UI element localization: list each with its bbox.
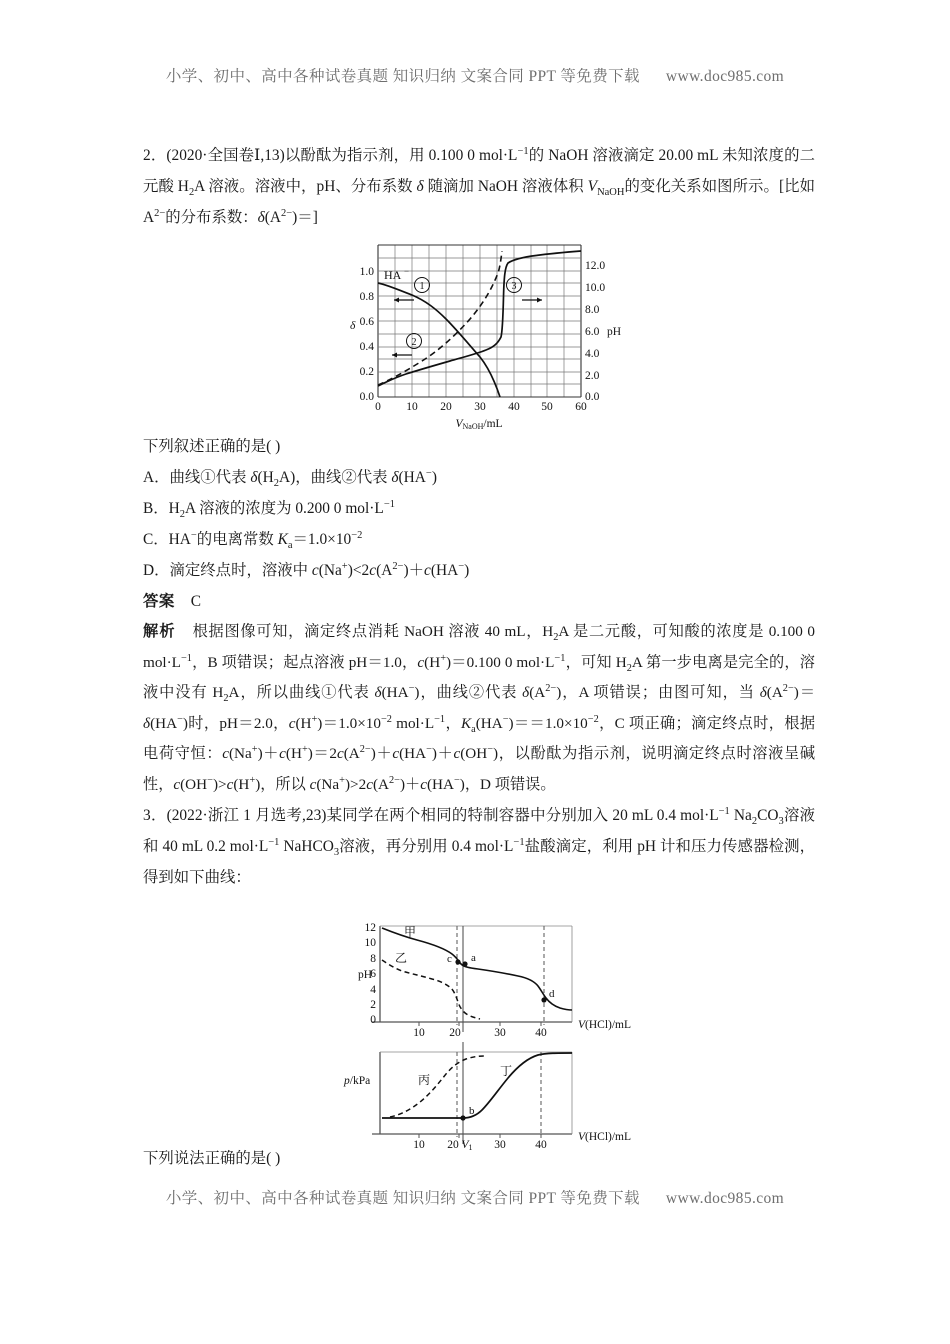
- figure1-ytick-right-1: 2.0: [585, 370, 600, 382]
- question2-option-a[interactable]: A．曲线①代表 $\delta(H_2A)$，曲线②代表 δ(HA−): [143, 467, 437, 490]
- answer-value: C: [190, 593, 202, 610]
- figure1-marker-1: 1: [419, 281, 425, 292]
- figure2-point-a: a: [471, 952, 476, 964]
- figure1-marker-2: 2: [411, 337, 417, 348]
- figure2-ytick-4: 4: [370, 984, 376, 996]
- figure2-ph-panel: [358, 922, 631, 1039]
- question2-source: (2020·全国卷Ⅰ,13): [166, 147, 285, 164]
- figure1-marker-3: 3: [511, 281, 517, 292]
- figure2-xlabel-ph: V(HCl)/mL: [578, 1019, 632, 1031]
- figure2-xtick2-v1: V1: [461, 1139, 473, 1152]
- figure1-ytick-left-0: 0.0: [359, 391, 374, 403]
- watermark-url: www.doc985.com: [665, 68, 785, 85]
- figure1-xtick-0: 0: [375, 401, 381, 413]
- figure2-ytick-6: 6: [370, 968, 376, 980]
- figure1-arrow-left-1: [394, 298, 414, 303]
- figure1-ytick-left-4: 0.8: [359, 291, 374, 303]
- figure2-label-ding: 丁: [500, 1064, 513, 1078]
- figure2-point-d: d: [549, 988, 555, 1000]
- figure1-ytick-right-3: 6.0: [585, 326, 600, 338]
- figure1-xlabel: VNaOH/mL: [455, 418, 503, 431]
- figure2-xtick2-30: 30: [494, 1139, 506, 1151]
- watermark-text: 小学、初中、高中各种试卷真题 知识归纳 文案合同 PPT 等免费下载: [165, 68, 640, 85]
- figure2-point-b: b: [469, 1105, 475, 1117]
- figure1-label-ha: HA: [384, 268, 402, 282]
- question2-stem: 2．(2020·全国卷Ⅰ,13)以酚酞为指示剂，用 0.100 0 $mol\cdot L^{-1}$的 NaOH 溶液滴定 20.00 mL 未知浓度的二元酸 $H_2A$ 溶液。溶液中，pH、分布系数 δ 随滴加 NaOH 溶液体积 $V_{NaOH}$的变化关系如图所示。[比如 $A^{2-}$的分布系数：$\delta(A^{2-})=$]: [143, 145, 815, 226]
- question2-option-c[interactable]: C．HA−的电离常数 $K_a=1.0\times 10^{-2}$: [143, 529, 363, 552]
- figure2-xtick-20: 20: [449, 1027, 461, 1039]
- figure2-label-jia: 甲: [404, 925, 417, 939]
- figure1-xtick-10: 10: [406, 401, 418, 413]
- question2-number: 2: [143, 147, 151, 164]
- figure2-point-c: c: [447, 953, 452, 965]
- figure-carbonate-titration: [322, 912, 642, 1162]
- watermark-bottom: [0, 1186, 950, 1208]
- figure2-pressure-panel: [343, 1042, 631, 1152]
- figure1-ytick-right-4: 8.0: [585, 304, 600, 316]
- figure1-xtick-30: 30: [474, 401, 486, 413]
- figure2-xtick2-20: 20: [447, 1139, 459, 1151]
- figure2-label-yi: 乙: [395, 951, 408, 965]
- figure1-ytick-right-2: 4.0: [585, 348, 600, 360]
- figure2-curve-ding: [382, 1053, 572, 1118]
- figure2-xtick-40: 40: [535, 1027, 547, 1039]
- figure1-ytick-right-5: 10.0: [585, 282, 606, 294]
- question2-option-d[interactable]: D．滴定终点时，溶液中 $c(Na^+)<2c(A^{2-})+c(HA^-)$: [143, 560, 470, 579]
- question3-source: (2022·浙江 1 月选考,23): [166, 807, 327, 824]
- question2-option-b[interactable]: B．$H_2A$ 溶液的浓度为 0.200 0 $mol\cdot L^{-1}$: [143, 498, 395, 521]
- figure1-ytick-left-2: 0.4: [359, 341, 374, 353]
- figure1-label-ha-charge: −: [404, 266, 410, 276]
- figure2-ytick-0: 0: [370, 1014, 376, 1026]
- figure1-ytick-right-6: 12.0: [585, 260, 606, 272]
- figure2-xtick-10: 10: [413, 1027, 425, 1039]
- figure1-ytick-right-0: 0.0: [585, 391, 600, 403]
- figure2-xtick-30: 30: [494, 1027, 506, 1039]
- analysis-label: 解析: [143, 623, 176, 640]
- figure2-xlabel-pressure: V(HCl)/mL: [578, 1131, 632, 1143]
- figure1-xtick-60: 60: [575, 401, 587, 413]
- figure2-point-c-dot: [455, 959, 460, 964]
- question2-answer: [143, 586, 815, 617]
- figure2-ylabel-ph: pH: [358, 969, 373, 981]
- question2-analysis: 解析 根据图像可知，滴定终点消耗 NaOH 溶液 40 mL，$H_2A$ 是二元酸，可知酸的浓度是 0.100 0 $mol\cdot L^{-1}$，B 项错误；起点溶液 pH＝1.0，c(H+)＝0.100 0 $mol\cdot L^{-1}$，可知 $H_2A$ 第一步电离是完全的，溶液中没有 $H_2A$，所以曲线①代表 δ(HA−)，曲线②代表 $\delta(A^{2-})$，A 项错误；由图可知，当 $\delta(A^{2-})=\delta(HA^-)$时，pH＝2.0，$c(H^+)=1.0\times 10^{-2}$ $mol\cdot L^{-1}$，$K_a(HA^-)==1.0\times 10^{-2}$，C 项正确；滴定终点时，根据电荷守恒：$c(Na^+)+c(H^+)=2c(A^{2-})+c(HA^-)+c(OH^-)$，以酚酞为指示剂，说明滴定终点时溶液呈碱性，c(OH−)>c(H+)，所以 $c(Na^+)>2c(A^{2-})+c(HA^-)$，D 项错误。: [143, 623, 816, 793]
- figure1-arrow-right-3: [522, 298, 542, 303]
- figure1-xtick-20: 20: [440, 401, 452, 413]
- figure2-xtick2-40: 40: [535, 1139, 547, 1151]
- watermark-url-bottom: www.doc985.com: [665, 1190, 785, 1207]
- figure2-xtick2-10: 10: [413, 1139, 425, 1151]
- figure2-point-a-dot: [462, 961, 467, 966]
- figure1-xtick-50: 50: [541, 401, 553, 413]
- figure2-point-b-dot: [460, 1115, 465, 1120]
- figure1-xtick-40: 40: [508, 401, 520, 413]
- question3-stem: 3．(2022·浙江 1 月选考,23)某同学在两个相同的特制容器中分别加入 20 mL 0.4 $mol\cdot L^{-1}$ $Na_2CO_3$溶液和 40 mL 0.2 $mol\cdot L^{-1}$ NaHCO$_3$溶液，再分别用 0.4 $mol\cdot L^{-1}$盐酸滴定，利用 pH 计和压力传感器检测，得到如下曲线：: [143, 805, 815, 886]
- question3-number: 3: [143, 807, 151, 824]
- figure2-point-d-dot: [541, 997, 546, 1002]
- question2-prompt: 下列叙述正确的是( ): [143, 438, 281, 455]
- figure-titration-distribution: [336, 237, 626, 435]
- watermark-text-bottom: 小学、初中、高中各种试卷真题 知识归纳 文案合同 PPT 等免费下载: [165, 1190, 640, 1207]
- figure1-ytick-left-5: 1.0: [359, 266, 374, 278]
- figure2-ytick-2: 2: [370, 999, 376, 1011]
- figure1-ytick-left-3: 0.6: [359, 316, 374, 328]
- figure1-ylabel-right: pH: [607, 326, 622, 338]
- figure1-ytick-left-1: 0.2: [359, 366, 374, 378]
- figure2-label-bing: 丙: [418, 1073, 431, 1087]
- figure1-ylabel-left: δ: [350, 320, 356, 332]
- figure2-ytick-8: 8: [370, 953, 376, 965]
- figure2-ytick-10: 10: [364, 937, 376, 949]
- figure2-curve-yi: [382, 960, 480, 1019]
- answer-label: 答案: [143, 593, 175, 610]
- figure2-ylabel-pressure: p/kPa: [344, 1075, 371, 1087]
- question3-prompt: 下列说法正确的是( ): [143, 1150, 281, 1167]
- watermark-top: [0, 64, 950, 86]
- figure2-ytick-12: 12: [364, 922, 376, 934]
